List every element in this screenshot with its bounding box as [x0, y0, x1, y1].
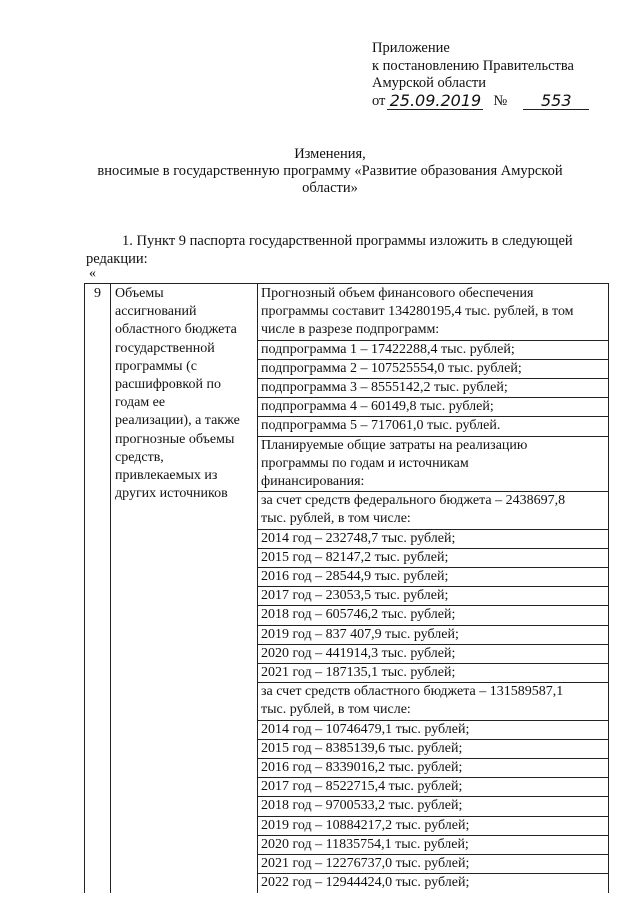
regional-year-line: 2020 год – 11835754,1 тыс. рублей; [258, 836, 608, 855]
passport-table [84, 283, 609, 893]
name-line: расшифровкой по [115, 377, 221, 393]
name-line: привлекаемых из [115, 468, 218, 484]
name-line: ассигнований [115, 304, 197, 320]
federal-year-line: 2016 год – 28544,9 тыс. рублей; [258, 568, 608, 587]
subprogram-line: подпрограмма 2 – 107525554,0 тыс. рублей; [258, 360, 608, 379]
federal-year-line: 2020 год – 441914,3 тыс. рублей; [258, 645, 608, 664]
regional-year-line: 2018 год – 9700533,2 тыс. рублей; [258, 797, 608, 816]
federal-year-line: 2018 год – 605746,2 тыс. рублей; [258, 606, 608, 625]
document-title [80, 146, 580, 197]
row-value-cell [258, 284, 609, 893]
name-line: реализации), а также [115, 413, 240, 429]
row-number: 9 [85, 284, 111, 893]
regional-year-line: 2021 год – 12276737,0 тыс. рублей; [258, 855, 608, 874]
name-line: областного бюджета [115, 322, 237, 338]
subprogram-line: подпрограмма 1 – 17422288,4 тыс. рублей; [258, 341, 608, 360]
intro-paragraph [86, 232, 606, 268]
opening-quote: « [89, 266, 96, 281]
title-line-2: вносимые в государственную программу «Развитие образования Амурской [97, 163, 563, 179]
name-line: годам ее [115, 395, 166, 411]
regional-year-line: 2019 год – 10884217,2 тыс. рублей; [258, 817, 608, 836]
name-line: прогнозные объемы [115, 431, 235, 447]
intro-line-2: редакции: [86, 251, 148, 267]
handwritten-number: 553 [523, 93, 589, 110]
name-line: программы (с [115, 358, 197, 374]
forecast-line: числе в разрезе подпрограмм: [258, 321, 608, 340]
name-line: других источников [115, 486, 228, 502]
number-label: № [493, 92, 508, 109]
federal-year-line: 2017 год – 23053,5 тыс. рублей; [258, 587, 608, 606]
title-line-3: области» [302, 180, 358, 196]
subprogram-line: подпрограмма 4 – 60149,8 тыс. рублей; [258, 398, 608, 417]
table-row [85, 284, 609, 893]
regional-line: за счет средств областного бюджета – 131589587,1 [261, 684, 564, 700]
forecast-line: программы составит 134280195,4 тыс. рублей, в том [261, 304, 574, 320]
name-line: средств, [115, 449, 164, 465]
name-line: государственной [115, 340, 215, 356]
regional-year-line: 2015 год – 8385139,6 тыс. рублей; [258, 740, 608, 759]
handwritten-date: 25.09.2019 [387, 93, 483, 110]
title-line-1: Изменения, [294, 146, 366, 162]
row-name-cell [111, 284, 258, 893]
attachment-region: Амурской области [372, 75, 486, 91]
from-label: от [372, 92, 386, 109]
planned-line: финансирования: [258, 473, 608, 492]
planned-line: программы по годам и источникам [261, 455, 469, 471]
attachment-resolution: к постановлению Правительства [372, 57, 574, 74]
name-line: Объемы [115, 286, 164, 301]
federal-year-line: 2019 год – 837 407,9 тыс. рублей; [258, 626, 608, 645]
attachment-label: Приложение [372, 40, 450, 56]
regional-year-line: 2017 год – 8522715,4 тыс. рублей; [258, 778, 608, 797]
regional-year-line: 2014 год – 10746479,1 тыс. рублей; [258, 721, 608, 740]
subprogram-line: подпрограмма 3 – 8555142,2 тыс. рублей; [258, 379, 608, 398]
attachment-header [372, 40, 622, 110]
subprogram-line: подпрограмма 5 – 717061,0 тыс. рублей. [258, 417, 608, 436]
forecast-line: Прогнозный объем финансового обеспечения [261, 286, 534, 301]
intro-line-1: 1. Пункт 9 паспорта государственной программы изложить в следующей [122, 233, 573, 249]
regional-line: тыс. рублей, в том числе: [258, 701, 608, 720]
regional-year-line: 2016 год – 8339016,2 тыс. рублей; [258, 759, 608, 778]
planned-line: Планируемые общие затраты на реализацию [261, 437, 528, 453]
federal-year-line: 2021 год – 187135,1 тыс. рублей; [258, 664, 608, 683]
federal-year-line: 2015 год – 82147,2 тыс. рублей; [258, 549, 608, 568]
federal-year-line: 2014 год – 232748,7 тыс. рублей; [258, 530, 608, 549]
attachment-date-number [372, 93, 622, 111]
federal-line: тыс. рублей, в том числе: [258, 510, 608, 529]
federal-line: за счет средств федерального бюджета – 2438697,8 [261, 493, 566, 509]
regional-year-line: 2022 год – 12944424,0 тыс. рублей; [261, 875, 470, 891]
